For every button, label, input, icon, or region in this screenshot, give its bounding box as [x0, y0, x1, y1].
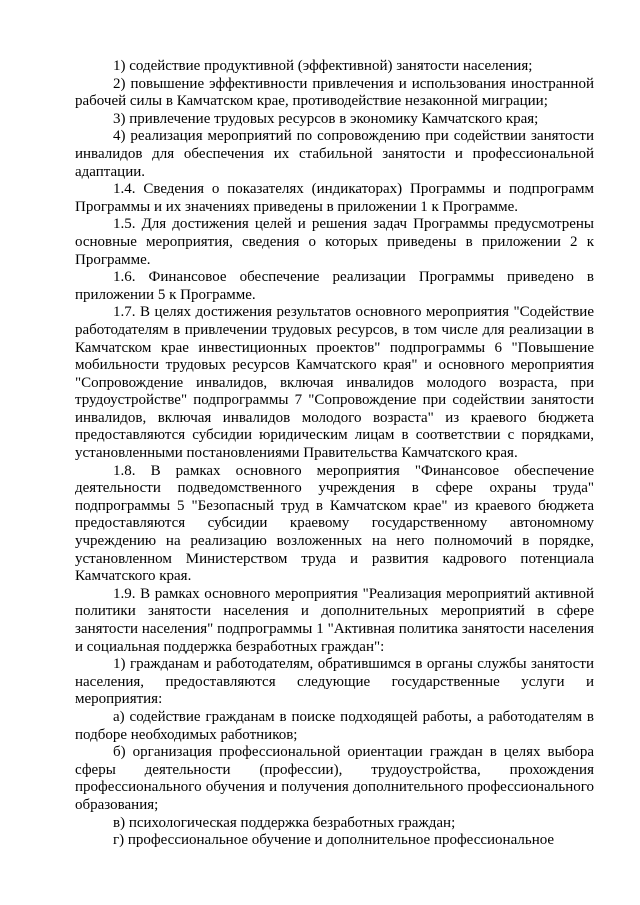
section-1-7: 1.7. В целях достижения результатов основного мероприятия "Содействие работодателям в привлечении трудовых ресурсов, в том числе для реализации в Камчатском крае инвестиционных проектов" подпрограммы 6 "Повышение мобильности трудовых ресурсов Камчатского края" и основного мероприятия "Сопровождение инвалидов, включая инвалидов молодого возраста, при трудоустройстве" подпрограммы 7 "Сопровождение при содействии занятости инвалидов, включая инвалидов молодого возраста" из краевого бюджета предоставляются субсидии юридическим лицам в соответствии с порядками, установленными постановлениями Правительства Камчатского края. [75, 304, 594, 462]
list-item-1: 1) содействие продуктивной (эффективной) занятости населения; [113, 58, 533, 74]
list-item-4: 4) реализация мероприятий по сопровождению при содействии занятости инвалидов для обеспечения их стабильной занятости и профессиональной адаптации. [75, 128, 594, 180]
subitem-b: б) организация профессиональной ориентации граждан в целях выбора сферы деятельности (профессии), трудоустройства, прохождения профессионального обучения и получения дополнительного профессионального образования; [75, 744, 594, 813]
section-1-6: 1.6. Финансовое обеспечение реализации Программы приведено в приложении 5 к Программе. [75, 269, 594, 303]
subitem-g: г) профессиональное обучение и дополнительное профессиональное [113, 832, 555, 849]
section-1-8: 1.8. В рамках основного мероприятия "Финансовое обеспечение деятельности подведомственного учреждения в сфере охраны труда" подпрограммы 5 "Безопасный труд в Камчатском крае" из краевого бюджета предоставляются субсидии краевому государственному автономному учреждению на реализацию возложенных на него полномочий в порядке, установленном Министерством труда и развития кадрового потенциала Камчатского края. [75, 462, 594, 585]
section-1-4: 1.4. Сведения о показателях (индикаторах) Программы и подпрограмм Программы и их значениях приведены в приложении 1 к Программе. [75, 181, 594, 215]
subitem-1: 1) гражданам и работодателям, обратившимся в органы службы занятости населения, предоставляются следующие государственные услуги и мероприятия: [75, 656, 594, 708]
subitem-v: в) психологическая поддержка безработных граждан; [113, 814, 456, 831]
section-1-5: 1.5. Для достижения целей и решения задач Программы предусмотрены основные мероприятия, сведения о которых приведены в приложении 2 к Программе. [75, 216, 594, 268]
section-1-9: 1.9. В рамках основного мероприятия "Реализация мероприятий активной политики занятости населения и дополнительных мероприятий в сфере занятости населения" подпрограммы 1 "Активная политика занятости населения и социальная поддержка безработных граждан": [75, 585, 594, 655]
list-item-2: 2) повышение эффективности привлечения и использования иностранной рабочей силы в Камчатском крае, противодействие незаконной миграции; [75, 75, 594, 110]
subitem-a: а) содействие гражданам в поиске подходящей работы, а работодателям в подборе необходимых работников; [75, 708, 594, 743]
list-item-3: 3) привлечение трудовых ресурсов в экономику Камчатского края; [113, 110, 539, 127]
